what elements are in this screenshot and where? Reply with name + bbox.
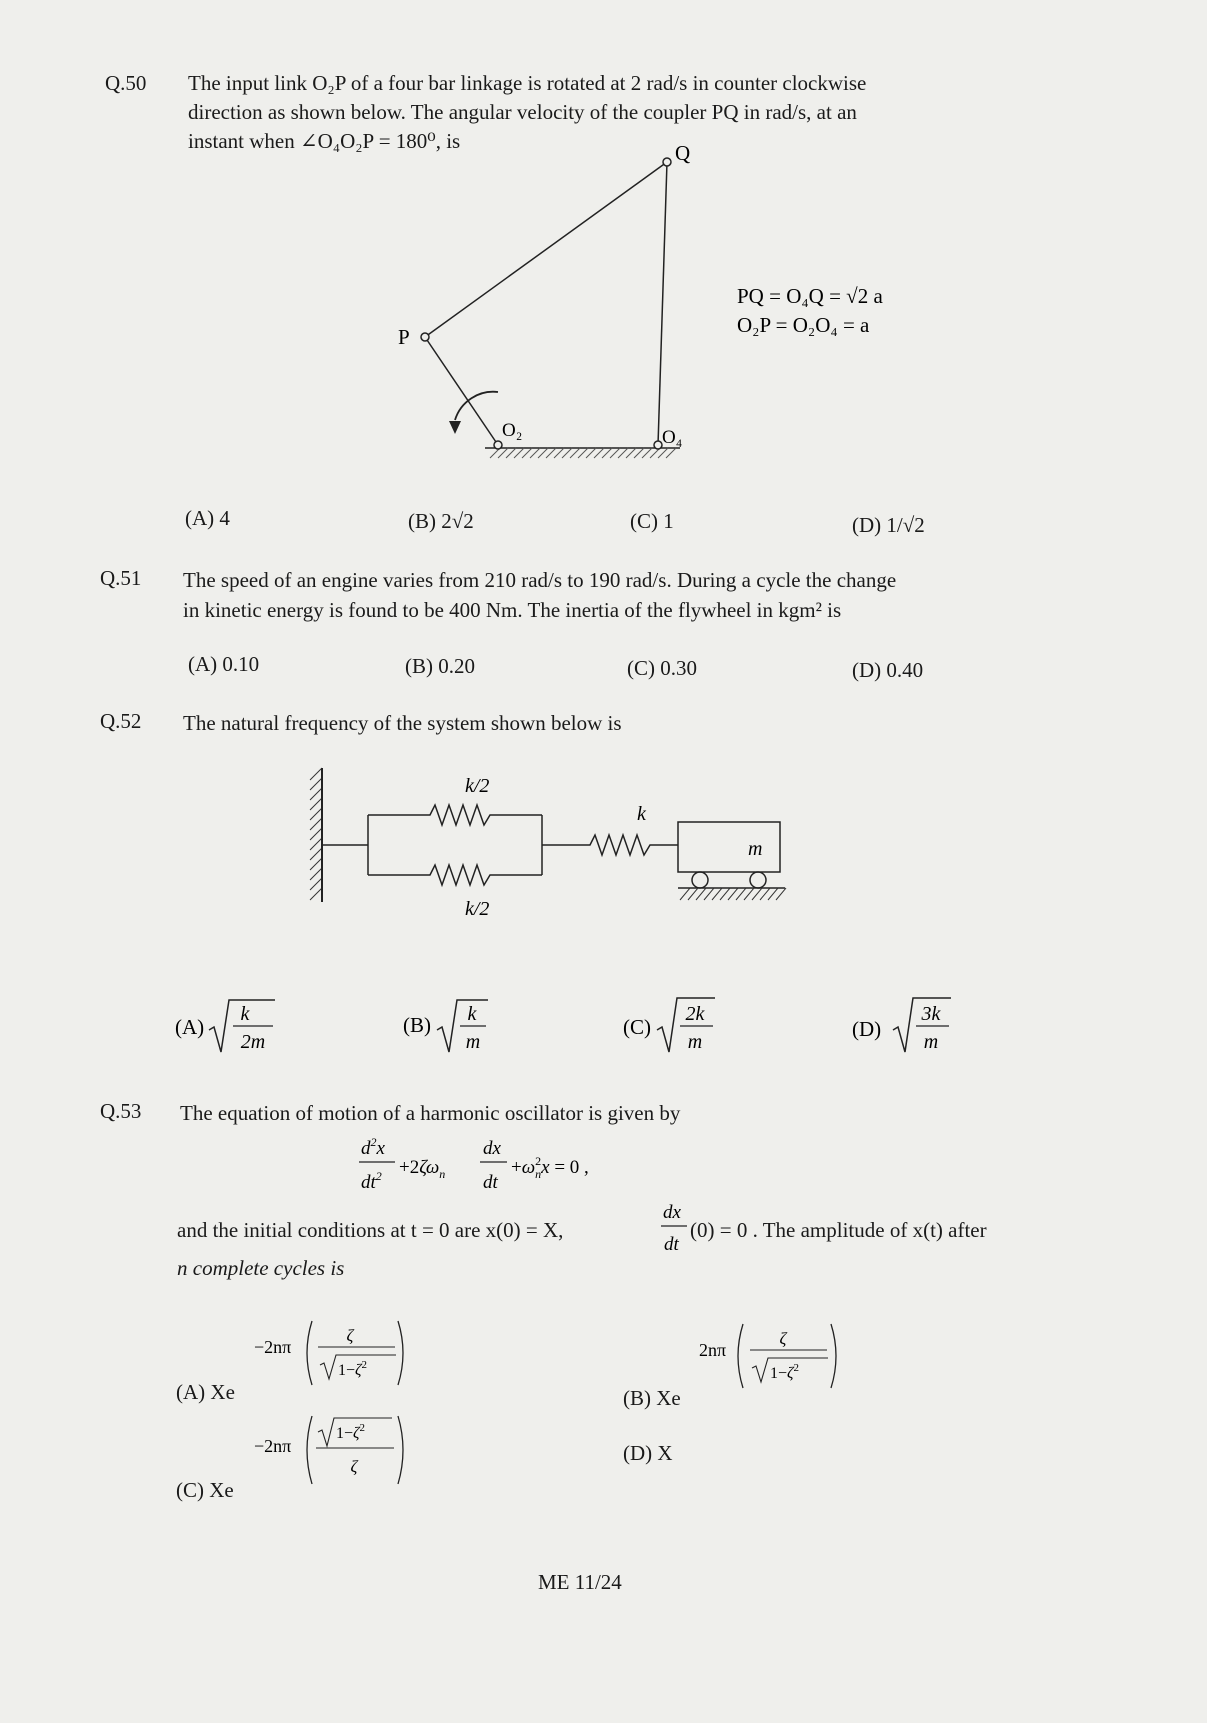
- label-m: m: [748, 838, 763, 860]
- q52-b-numerator: k: [467, 1003, 477, 1025]
- spring-bottom: [368, 865, 542, 885]
- mass-block: [678, 822, 780, 872]
- paren-left: [307, 1321, 312, 1385]
- svg-text:dt: dt: [664, 1234, 679, 1255]
- eq-d2x: $d^2x$: [361, 1135, 385, 1159]
- q53-text-line2b: (0) = 0 . The amplitude of x(t) after: [690, 1218, 987, 1242]
- svg-text:1−ζ2: $1-\zeta^2$: [336, 1422, 366, 1442]
- link-pq: [425, 162, 667, 337]
- label-q: Q: [675, 141, 691, 165]
- paren-left: [307, 1416, 312, 1484]
- q51-option-c[interactable]: (C) 0.30: [627, 656, 697, 680]
- question-number-50: Q.50: [105, 71, 147, 95]
- question-number-51: Q.51: [100, 566, 142, 590]
- q52-option-b[interactable]: [403, 1000, 488, 1053]
- paren-right: [398, 1321, 403, 1385]
- label-o2: O₂: [502, 420, 523, 441]
- exp-c-coef: −2nπ: [254, 1436, 292, 1456]
- q53-text-line2a: and the initial conditions at t = 0 are x(0) = X,: [177, 1218, 564, 1242]
- q51-text-line1: The speed of an engine varies from 210 rad/s to 190 rad/s. During a cycle the change: [183, 568, 897, 592]
- q50-option-c[interactable]: (C) 1: [630, 509, 674, 533]
- label-p: P: [398, 325, 410, 349]
- q50-text-line2: direction as shown below. The angular velocity of the coupler PQ in rad/s, at an: [188, 100, 857, 124]
- label-k-half-bottom: k/2: [465, 898, 490, 920]
- ground-hatch: [490, 448, 676, 458]
- figure-eq-pq: PQ = O₄Q = √2 a: [737, 284, 883, 308]
- q51-option-b[interactable]: (B) 0.20: [405, 654, 475, 678]
- equation-of-motion: [355, 1128, 655, 1208]
- paren-right: [831, 1324, 836, 1388]
- svg-text:ζ: ζ: [779, 1329, 787, 1348]
- svg-text:dx: dx: [663, 1202, 681, 1223]
- paren-left: [738, 1324, 743, 1388]
- eq-term-2: $+2\zeta\omega_n$: [399, 1157, 446, 1181]
- q51-text-line2: in kinetic energy is found to be 400 Nm. The inertia of the flywheel in kgm² is: [183, 598, 842, 622]
- paren-right: [398, 1416, 403, 1484]
- eq-dx: dx: [483, 1138, 501, 1159]
- q53-option-b[interactable]: (B) Xe: [623, 1386, 681, 1410]
- question-number-53: Q.53: [100, 1099, 142, 1123]
- q52-d-denominator: m: [923, 1031, 939, 1053]
- q53-option-c-exponent: [250, 1410, 410, 1490]
- q51-option-d[interactable]: (D) 0.40: [852, 658, 924, 682]
- four-bar-linkage-figure: [380, 140, 940, 460]
- spring-mass-figure: [300, 760, 840, 930]
- svg-text:1−ζ2: $1-\zeta^2$: [338, 1359, 368, 1379]
- q52-a-numerator: k: [240, 1003, 250, 1025]
- q50-text-line3: instant when ∠O₄O₂P = 180⁰, is: [188, 129, 461, 153]
- exp-b-coef: 2nπ: [699, 1340, 727, 1360]
- q53-option-a-exponent: [250, 1315, 410, 1395]
- q52-a-denominator: 2m: [240, 1031, 266, 1053]
- q52-option-d-label: (D): [852, 1017, 882, 1041]
- dxdt-fraction: [660, 1198, 690, 1258]
- wheel-right: [750, 872, 766, 888]
- q53-option-c[interactable]: (C) Xe: [176, 1478, 234, 1502]
- rotation-arrowhead-icon: [449, 421, 461, 434]
- link-o4q: [658, 162, 667, 445]
- joint-o4: [654, 441, 662, 449]
- rotation-arc: [455, 392, 498, 420]
- link-o2p: [425, 337, 498, 445]
- joint-o2: [494, 441, 502, 449]
- wheel-left: [692, 872, 708, 888]
- q53-option-b-exponent: [695, 1318, 845, 1398]
- q52-option-c[interactable]: [623, 998, 715, 1053]
- question-number-52: Q.52: [100, 709, 142, 733]
- q52-option-b-label: (B): [403, 1013, 431, 1037]
- spring-top: [368, 805, 542, 825]
- q52-option-d[interactable]: [852, 998, 951, 1053]
- q52-b-denominator: m: [465, 1031, 481, 1053]
- q53-option-d[interactable]: (D) X: [623, 1441, 673, 1465]
- q52-option-a[interactable]: [175, 1000, 275, 1053]
- q52-c-numerator: 2k: [685, 1003, 705, 1025]
- page-footer: ME 11/24: [538, 1570, 622, 1594]
- label-k: k: [637, 803, 646, 825]
- q52-options-row: [175, 992, 995, 1062]
- q52-text-line1: The natural frequency of the system shown below is: [183, 711, 622, 735]
- q52-d-numerator: 3k: [921, 1003, 941, 1025]
- q50-option-a[interactable]: (A) 4: [185, 506, 230, 530]
- q52-c-denominator: m: [687, 1031, 703, 1053]
- svg-text:1−ζ2: $1-\zeta^2$: [770, 1362, 800, 1382]
- svg-text:ζ: ζ: [346, 1326, 354, 1345]
- q50-text-line1: The input link O₂P of a four bar linkage is rotated at 2 rad/s in counter clockwise: [188, 71, 867, 95]
- label-o4: O₄: [662, 427, 683, 448]
- exp-a-coef: −2nπ: [254, 1337, 292, 1357]
- q53-option-a[interactable]: (A) Xe: [176, 1380, 235, 1404]
- eq-dt2: $dt^2$: [361, 1169, 382, 1193]
- joint-q: [663, 158, 671, 166]
- figure-eq-o2p: O₂P = O₂O₄ = a: [737, 313, 870, 337]
- eq-dt: dt: [483, 1172, 498, 1193]
- q52-option-c-label: (C): [623, 1015, 651, 1039]
- q50-option-b[interactable]: (B) 2√2: [408, 509, 474, 533]
- wall-hatch: [310, 768, 322, 900]
- q50-option-d[interactable]: (D) 1/√2: [852, 513, 925, 537]
- spring-series: [542, 835, 678, 855]
- label-k-half-top: k/2: [465, 775, 490, 797]
- svg-text:ζ: ζ: [350, 1457, 358, 1476]
- joint-p: [421, 333, 429, 341]
- q51-option-a[interactable]: (A) 0.10: [188, 652, 260, 676]
- eq-term-3: $+\omega^2$ nx = 0 ,: [511, 1154, 589, 1181]
- q53-text-line3: n complete cycles is: [177, 1256, 345, 1280]
- floor-hatch: [680, 888, 786, 900]
- q53-text-line1: The equation of motion of a harmonic oscillator is given by: [180, 1101, 681, 1125]
- q52-option-a-label: (A): [175, 1015, 205, 1039]
